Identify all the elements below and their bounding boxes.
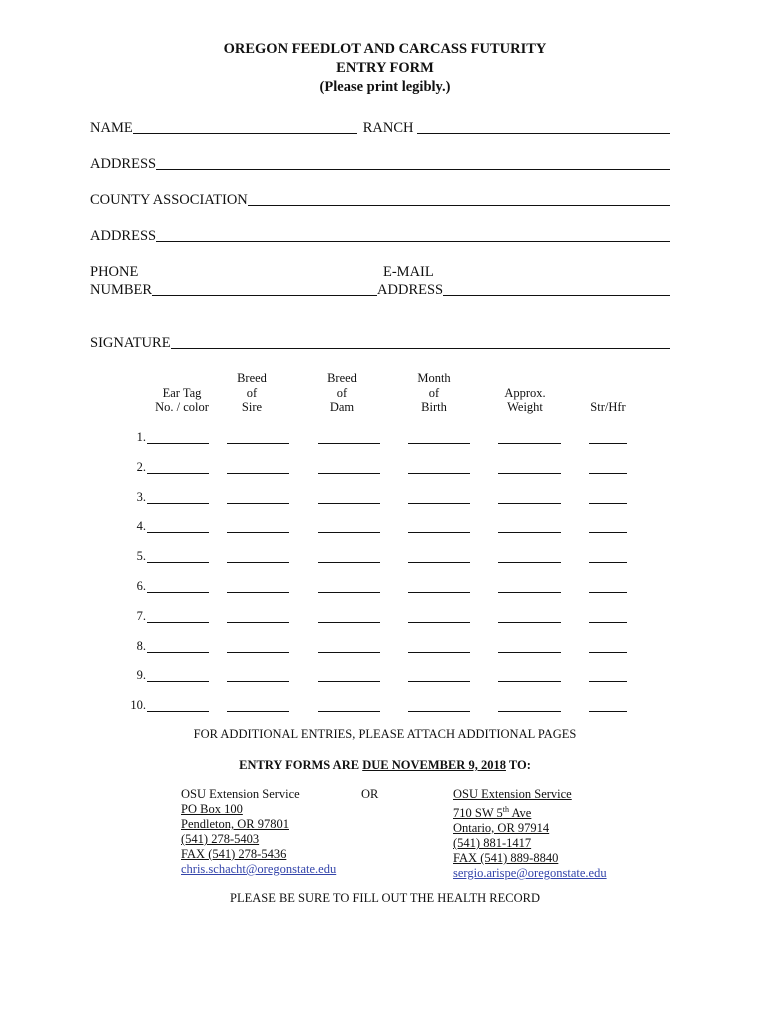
name-label: NAME (90, 120, 133, 136)
due-prefix: ENTRY FORMS ARE (239, 758, 363, 772)
row-number: 2. (136, 459, 146, 474)
breed-of-dam-field[interactable] (318, 532, 380, 533)
row-number: 6. (136, 579, 146, 593)
ear-tag-field[interactable] (147, 681, 209, 682)
contact-right-street: 710 SW 5th Ave (453, 805, 532, 821)
str-hfr-field[interactable] (589, 711, 627, 712)
name-field[interactable] (133, 133, 357, 134)
breed-of-sire-field[interactable] (227, 681, 289, 682)
association-address-field[interactable] (156, 241, 670, 242)
breed-of-sire-field[interactable] (227, 592, 289, 593)
col-str-hfr: Str/Hfr (590, 400, 626, 414)
ear-tag-field[interactable] (147, 532, 209, 533)
breed-of-dam-field[interactable] (318, 711, 380, 712)
month-of-birth-field[interactable] (408, 532, 470, 533)
approx-weight-field[interactable] (498, 652, 561, 653)
ranch-field[interactable] (417, 133, 670, 134)
ear-tag-field[interactable] (147, 711, 209, 712)
month-of-birth-field[interactable] (408, 473, 470, 474)
phone-field[interactable] (152, 295, 377, 296)
row-number: 5. (136, 549, 146, 564)
str-hfr-field[interactable] (589, 503, 627, 504)
approx-weight-field[interactable] (498, 681, 561, 682)
breed-of-sire-field[interactable] (227, 622, 289, 623)
month-of-birth-field[interactable] (408, 681, 470, 682)
email-field[interactable] (443, 295, 670, 296)
breed-of-dam-field[interactable] (318, 562, 380, 563)
approx-weight-field[interactable] (498, 443, 561, 444)
county-association-field[interactable] (248, 205, 670, 206)
breed-of-dam-field[interactable] (318, 473, 380, 474)
month-of-birth-field[interactable] (408, 592, 470, 593)
col-breed-of-sire: Breed of Sire (237, 371, 267, 414)
breed-of-sire-field[interactable] (227, 711, 289, 712)
breed-of-dam-field[interactable] (318, 503, 380, 504)
email-label: ADDRESS (377, 282, 444, 298)
ear-tag-field[interactable] (147, 503, 209, 504)
breed-of-dam-field[interactable] (318, 443, 380, 444)
col-month-of-birth: Month of Birth (417, 371, 451, 414)
row-number: 8. (136, 638, 146, 653)
health-record-note: PLEASE BE SURE TO FILL OUT THE HEALTH RECORD (230, 891, 540, 905)
name-ranch-row (90, 120, 670, 137)
row-number: 9. (136, 668, 146, 683)
str-hfr-field[interactable] (589, 443, 627, 444)
due-date: DUE NOVEMBER 9, 2018 (362, 758, 506, 772)
str-hfr-field[interactable] (589, 622, 627, 623)
breed-of-dam-field[interactable] (318, 592, 380, 593)
email-label-top: E-MAIL (383, 264, 434, 280)
breed-of-sire-field[interactable] (227, 443, 289, 444)
contact-right-org: OSU Extension Service (453, 787, 572, 801)
approx-weight-field[interactable] (498, 503, 561, 504)
ranch-label: RANCH (362, 120, 414, 136)
approx-weight-field[interactable] (498, 473, 561, 474)
str-hfr-field[interactable] (589, 652, 627, 653)
county-association-row (90, 192, 670, 209)
month-of-birth-field[interactable] (408, 652, 470, 653)
approx-weight-field[interactable] (498, 622, 561, 623)
breed-of-dam-field[interactable] (318, 622, 380, 623)
contact-left-box: PO Box 100 (181, 802, 243, 816)
month-of-birth-field[interactable] (408, 711, 470, 712)
phone-label: NUMBER (90, 282, 153, 298)
additional-entries-note: FOR ADDITIONAL ENTRIES, PLEASE ATTACH ADDITIONAL PAGES (193, 727, 577, 741)
contact-left-phone: (541) 278-5403 (181, 832, 260, 846)
str-hfr-field[interactable] (589, 592, 627, 593)
col-breed-of-dam: Breed of Dam (327, 371, 357, 414)
col-ear-tag: Ear Tag No. / color (155, 385, 209, 414)
contact-right-fax: FAX (541) 889-8840 (453, 851, 559, 866)
breed-of-sire-field[interactable] (227, 532, 289, 533)
breed-of-sire-field[interactable] (227, 503, 289, 504)
month-of-birth-field[interactable] (408, 562, 470, 563)
col-approx-weight: Approx. Weight (504, 385, 546, 414)
address-field[interactable] (156, 169, 670, 170)
form-title (0, 40, 770, 97)
ear-tag-field[interactable] (147, 652, 209, 653)
association-address-label: ADDRESS (90, 228, 157, 244)
row-number: 7. (136, 608, 146, 623)
month-of-birth-field[interactable] (408, 503, 470, 504)
str-hfr-field[interactable] (589, 473, 627, 474)
str-hfr-field[interactable] (589, 562, 627, 563)
signature-field[interactable] (171, 348, 670, 349)
contact-right-phone: (541) 881-1417 (453, 836, 532, 851)
or-separator: OR (361, 787, 379, 801)
breed-of-dam-field[interactable] (318, 652, 380, 653)
ear-tag-field[interactable] (147, 562, 209, 563)
title-line-2: ENTRY FORM (336, 60, 434, 76)
ear-tag-field[interactable] (147, 622, 209, 623)
address-row (90, 156, 670, 173)
contact-left-org: OSU Extension Service (181, 787, 300, 801)
due-date-note (0, 758, 770, 773)
row-number: 3. (136, 489, 146, 504)
contact-pendleton (181, 787, 336, 877)
str-hfr-field[interactable] (589, 681, 627, 682)
breed-of-sire-field[interactable] (227, 652, 289, 653)
due-suffix: TO: (505, 758, 531, 772)
contact-left-city: Pendleton, OR 97801 (181, 817, 289, 831)
ear-tag-field[interactable] (147, 473, 209, 474)
contact-left-fax: FAX (541) 278-5436 (181, 847, 287, 861)
approx-weight-field[interactable] (498, 711, 561, 712)
title-line-1: OREGON FEEDLOT AND CARCASS FUTURITY (223, 41, 547, 57)
row-number: 10. (130, 698, 146, 713)
approx-weight-field[interactable] (498, 532, 561, 533)
approx-weight-field[interactable] (498, 592, 561, 593)
ear-tag-field[interactable] (147, 592, 209, 593)
breed-of-sire-field[interactable] (227, 562, 289, 563)
county-association-label: COUNTY ASSOCIATION (90, 192, 248, 208)
signature-label: SIGNATURE (90, 335, 171, 351)
title-line-3: (Please print legibly.) (319, 79, 451, 95)
contact-left-email-link[interactable]: chris.schacht@oregonstate.edu (181, 862, 337, 876)
month-of-birth-field[interactable] (408, 443, 470, 444)
signature-row (90, 335, 670, 352)
breed-of-dam-field[interactable] (318, 681, 380, 682)
breed-of-sire-field[interactable] (227, 473, 289, 474)
month-of-birth-field[interactable] (408, 622, 470, 623)
row-number: 1. (136, 430, 146, 444)
ear-tag-field[interactable] (147, 443, 209, 444)
contact-ontario (453, 787, 607, 881)
association-address-row (90, 228, 670, 245)
row-number: 4. (136, 519, 146, 534)
str-hfr-field[interactable] (589, 532, 627, 533)
contact-right-city: Ontario, OR 97914 (453, 821, 550, 836)
approx-weight-field[interactable] (498, 562, 561, 563)
address-label: ADDRESS (90, 156, 157, 172)
phone-email-row (90, 282, 670, 299)
phone-label-top: PHONE (90, 264, 139, 280)
contact-right-email-link[interactable]: sergio.arispe@oregonstate.edu (453, 866, 607, 881)
